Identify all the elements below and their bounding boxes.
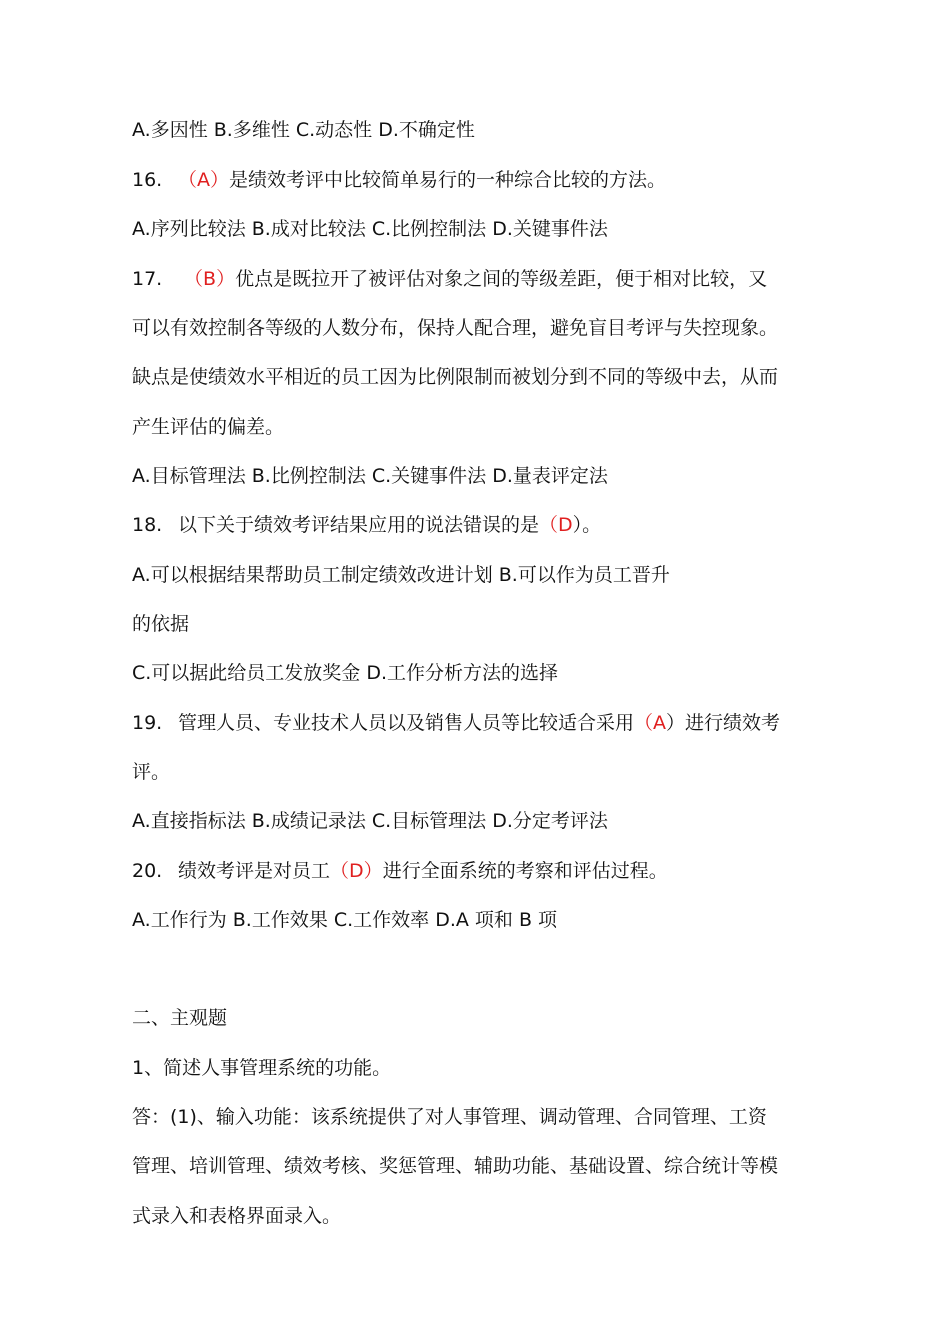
answer-open: （ [634,712,654,734]
options-20: A.工作行为 B.工作效果 C.工作效率 D.A 项和 B 项 [132,909,558,931]
question-19-line-2: 评。 [132,761,171,783]
answer-close: ） [666,712,686,734]
answer-line-3: 式录入和表格界面录入。 [132,1205,342,1227]
options-16: A.序列比较法 B.成对比较法 C.比例控制法 D.关键事件法 [132,218,608,240]
question-number: 16. [132,169,163,191]
options-19: A.直接指标法 B.成绩记录法 C.目标管理法 D.分定考评法 [132,810,608,832]
question-text: 管理人员、专业技术人员以及销售人员等比较适合采用 [178,712,635,734]
question-text: 绩效考评是对员工 [178,860,331,882]
answer-letter: B [203,268,217,290]
options-18-line-1: A.可以根据结果帮助员工制定绩效改进计划 B.可以作为员工晋升 [132,564,670,586]
question-16 [132,167,666,193]
question-17-line-3: 缺点是使绩效水平相近的员工因为比例限制而被划分到不同的等级中去，从而 [132,366,779,388]
options-18-line-2: 的依据 [132,613,190,635]
answer-open: （ [330,860,350,882]
answer-letter: D [349,860,364,882]
question-20 [132,858,668,884]
options-15: A.多因性 B.多维性 C.动态性 D.不确定性 [132,119,475,141]
options-17: A.目标管理法 B.比例控制法 C.关键事件法 D.量表评定法 [132,465,608,487]
question-text: 优点是既拉开了被评估对象之间的等级差距，便于相对比较，又 [235,268,768,290]
section-heading: 二、主观题 [132,1007,228,1029]
question-number: 19. [132,712,163,734]
question-number: 18. [132,514,163,536]
answer-letter: A [653,712,667,734]
answer-letter: D [558,514,573,536]
question-number: 20. [132,860,163,882]
question-18 [132,512,601,538]
question-text: 以下关于绩效考评结果应用的说法错误的是 [178,514,540,536]
question-text: 是绩效考评中比较简单易行的一种综合比较的方法。 [229,169,667,191]
question-17-line-2: 可以有效控制各等级的人数分布，保持人配合理，避免盲目考评与失控现象。 [132,317,779,339]
answer-close: ） [216,268,236,290]
answer-letter: A [197,169,211,191]
answer-close: ） [363,860,383,882]
question-text-end: 进行绩效考 [685,712,781,734]
question-17-line-4: 产生评估的偏差。 [132,416,285,438]
question-text-end: 进行全面系统的考察和评估过程。 [382,860,668,882]
answer-open: （ [184,268,204,290]
question-17 [132,266,767,292]
answer-open: （ [178,169,198,191]
subjective-question-1: 1、简述人事管理系统的功能。 [132,1057,392,1079]
answer-close: ）。 [572,514,602,536]
answer-line-2: 管理、培训管理、绩效考核、奖惩管理、辅助功能、基础设置、综合统计等模 [132,1155,779,1177]
options-18-line-3: C.可以据此给员工发放奖金 D.工作分析方法的选择 [132,662,559,684]
question-number: 17. [132,268,163,290]
answer-open: （ [539,514,559,536]
question-19 [132,710,780,736]
answer-close: ） [210,169,230,191]
answer-line-1: 答：(1)、输入功能：该系统提供了对人事管理、调动管理、合同管理、工资 [132,1106,767,1128]
